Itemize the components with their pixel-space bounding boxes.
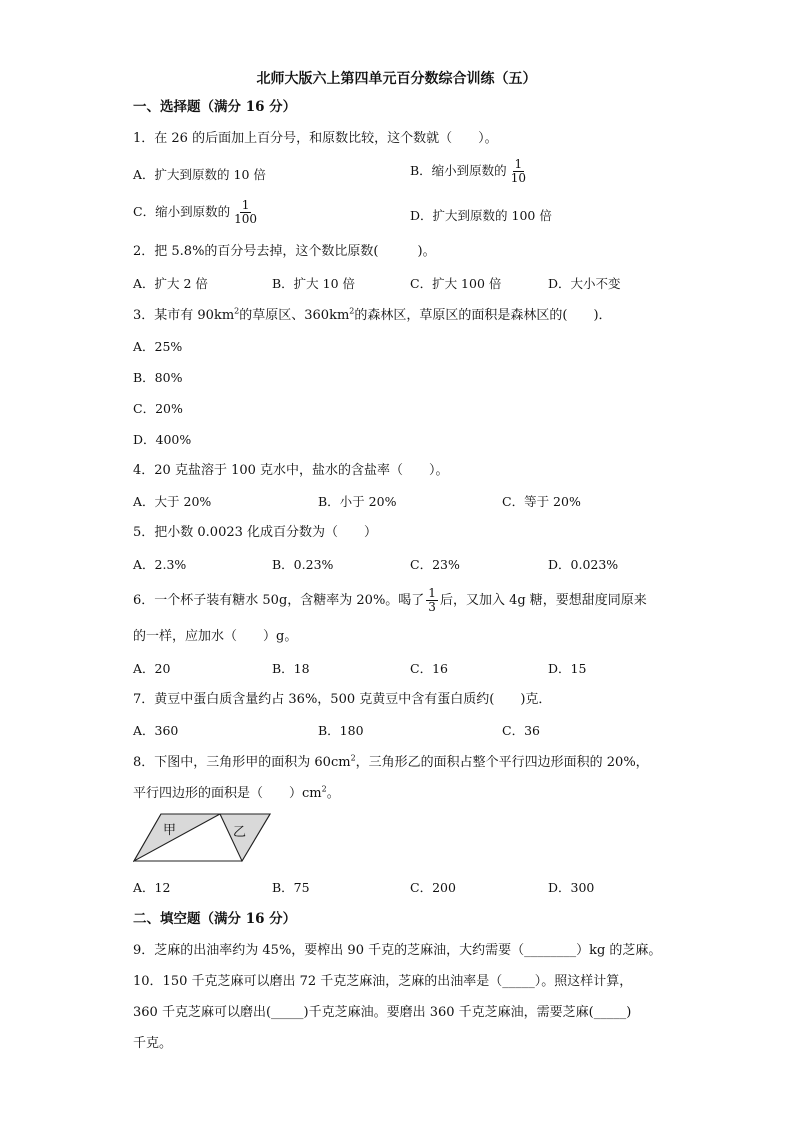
question-1-stem: 1．在 26 的后面加上百分号，和原数比较，这个数就（ ）。 [133,131,498,146]
q7-option-a: A．360 [133,723,179,738]
question-3-stem: 3．某市有 $90km^2$的草原区、$360km^2$的森林区，草原区的面积是森林区的( )． [133,306,612,323]
question-10-line-1: 10．150 千克芝麻可以磨出 72 千克芝麻油，芝麻的出油率是（_____）。照这样计算， [133,974,633,989]
question-10-line-2: 360 千克芝麻可以磨出(_____)千克芝麻油。要磨出 360 千克芝麻油，需要芝麻(_____) [133,1005,632,1020]
q8-option-b: B．75 [272,880,310,895]
section-choice-heading: 一、选择题（满分 16 分） [133,99,297,115]
section-fill-heading: 二、填空题（满分 16 分） [133,911,297,927]
q2-option-d: D．大小不变 [548,276,621,291]
label-yi: 乙 [233,825,247,840]
q6-option-b: B．18 [272,661,310,676]
q3-option-b: B．80% [133,370,183,385]
q1-option-d: D．扩大到原数的 100 倍 [410,208,552,223]
q5-option-b: B．0.23% [272,557,334,572]
q6-option-a: A．20 [133,661,171,676]
q3-option-c: C．20% [133,401,183,416]
fraction: $\frac{1}{10}$ [510,157,526,185]
q3-option-a: A．25% [133,339,183,354]
q8-option-a: A．12 [133,880,171,895]
question-9-stem: 9．芝麻的出油率约为 45%，要榨出 90 千克的芝麻油，大约需要（________）kg 的芝麻。 [133,943,662,958]
q5-option-c: C．23% [410,557,460,572]
q1-option-c: C．缩小到原数的 $\frac{1}{100}$ [133,198,257,226]
q2-option-c: C．扩大 100 倍 [410,276,502,291]
q1-option-a: A．扩大到原数的 10 倍 [133,167,266,182]
q7-option-b: B．180 [318,723,364,738]
q2-option-a: A．扩大 2 倍 [133,276,208,291]
q8-option-d: D．300 [548,880,595,895]
q3-option-d: D．400% [133,432,192,447]
question-6-stem-continued: 的一样，应加水（ ）g。 [133,629,298,644]
q6-option-d: D．15 [548,661,587,676]
question-6-stem: 6．一个杯子装有糖水 50g，含糖率为 20%。喝了 $\frac{1}{3}$ 后，又加入 4g 糖，要想甜度同原来 [133,586,647,614]
q4-option-b: B．小于 20% [318,494,397,509]
question-4-stem: 4．20 克盐溶于 100 克水中，盐水的含盐率（ ）。 [133,463,449,478]
question-8-stem-continued: 平行四边形的面积是（ ）$cm^2$。 [133,784,340,801]
q2-option-b: B．扩大 10 倍 [272,276,356,291]
label-jia: 甲 [163,823,177,838]
parallelogram-figure [133,812,273,864]
fraction: $\frac{1}{3}$ [428,586,436,614]
q4-option-a: A．大于 20% [133,494,212,509]
question-5-stem: 5．把小数 0.0023 化成百分数为（ ） [133,525,378,540]
q8-option-c: C．200 [410,880,456,895]
question-8-stem: 8．下图中，三角形甲的面积为 $60cm^2$，三角形乙的面积占整个平行四边形面积的 20%， [133,753,649,770]
q6-option-c: C．16 [410,661,448,676]
q5-option-a: A．2.3% [133,557,187,572]
q4-option-c: C．等于 20% [502,494,581,509]
q7-option-c: C．36 [502,723,540,738]
worksheet-title: 北师大版六上第四单元百分数综合训练（五） [256,71,537,87]
question-2-stem: 2．把 5.8%的百分号去掉，这个数比原数( )。 [133,244,436,259]
question-10-line-3: 千克。 [133,1036,173,1051]
fraction: $\frac{1}{100}$ [234,198,257,226]
question-7-stem: 7．黄豆中蛋白质含量约占 36%，500 克黄豆中含有蛋白质约( )克． [133,692,552,707]
q5-option-d: D．0.023% [548,557,619,572]
q1-option-b: B．缩小到原数的 $\frac{1}{10}$ [410,157,526,185]
